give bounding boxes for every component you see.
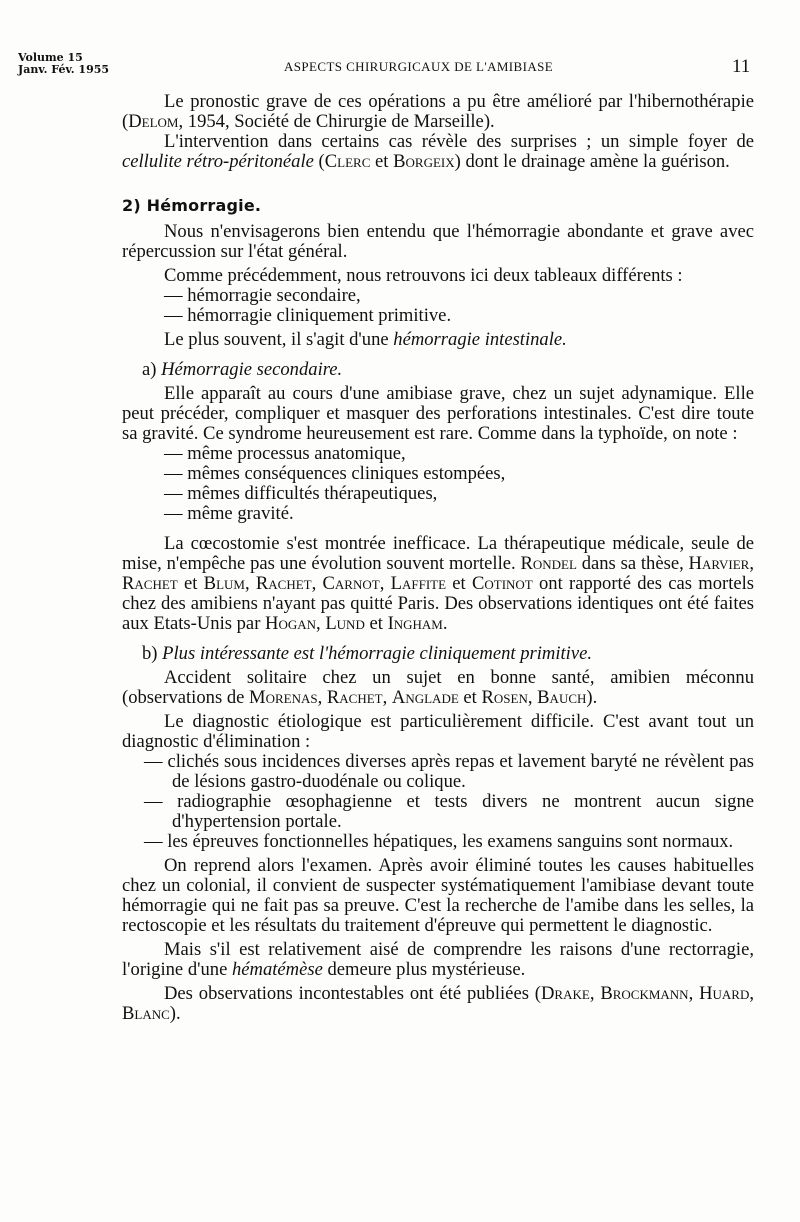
- subsection-heading: b) Plus intéressante est l'hémorragie cliniquement primitive.: [142, 643, 592, 664]
- paragraph: On reprend alors l'examen. Après avoir éliminé toutes les causes habituelles chez un colonial, il convient de suspecter systématiquement l'amibiase devant toute hémorragie qui ne fait pas sa preuve. C'est la recherche de l'amibe dans les selles, la rectoscopie et les résultats du traitement d'épreuve qui permettent le diagnostic.: [122, 855, 754, 936]
- page-body: [122, 92, 754, 1024]
- issue-date: Janv. Fév. 1955: [18, 63, 110, 76]
- paragraph: Des observations incontestables ont été publiées (Drake, Brockmann, Huard, Blanc).: [122, 983, 755, 1024]
- volume-info: [18, 52, 109, 76]
- paragraph: La cœcostomie s'est montrée inefficace. La thérapeutique médicale, seule de mise, n'empêche pas une évolution souvent mortelle. Rondel dans sa thèse, Harvier, Rachet et Blum, Rachet, Carnot, Laffite et Cotinot ont rapporté des cas mortels chez des amibiens n'ayant pas quitté Paris. Des observations identiques ont été faites aux Etats-Unis par Hogan, Lund et Ingham.: [122, 533, 755, 634]
- paragraph: L'intervention dans certains cas révèle des surprises ; un simple foyer de cellulite rétro-péritonéale (Clerc et Borgeix) dont le drainage amène la guérison.: [122, 131, 754, 172]
- list-item: — radiographie œsophagienne et tests divers ne montrent aucun signe d'hypertension portale.: [144, 791, 754, 832]
- paragraph: Mais s'il est relativement aisé de comprendre les raisons d'une rectorragie, l'origine d'une hématémèse demeure plus mystérieuse.: [122, 939, 754, 980]
- author-name: Delom: [128, 111, 179, 132]
- volume-number: Volume 15: [18, 51, 83, 64]
- list-item: — les épreuves fonctionnelles hépatiques, les examens sanguins sont normaux.: [144, 831, 734, 852]
- running-title: ASPECTS CHIRURGICAUX DE L'AMIBIASE: [284, 59, 554, 74]
- paragraph: Elle apparaît au cours d'une amibiase grave, chez un sujet adynamique. Elle peut précéder, compliquer et masquer des perforations intestinales. C'est dire toute sa gravité. Ce syndrome heureusement est rare. Comme dans la typhoïde, on note :: [122, 383, 754, 444]
- list-item: — clichés sous incidences diverses après repas et lavement baryté ne révèlent pas de lésions gastro-duodénale ou colique.: [144, 751, 754, 792]
- list-item: — mêmes conséquences cliniques estompées,: [164, 463, 506, 484]
- list-item: — hémorragie secondaire,: [164, 285, 361, 306]
- list-item: — même processus anatomique,: [164, 443, 406, 464]
- list-item: — même gravité.: [164, 503, 294, 524]
- list-item: — hémorragie cliniquement primitive.: [164, 305, 452, 326]
- list-item: — mêmes difficultés thérapeutiques,: [164, 483, 438, 504]
- subsection-heading: a) Hémorragie secondaire.: [142, 359, 343, 380]
- paragraph: Comme précédemment, nous retrouvons ici deux tableaux différents :: [164, 265, 683, 286]
- page-number: 11: [732, 56, 751, 77]
- paragraph: Le plus souvent, il s'agit d'une hémorragie intestinale.: [164, 329, 567, 350]
- paragraph: Nous n'envisagerons bien entendu que l'hémorragie abondante et grave avec répercussion sur l'état général.: [122, 221, 754, 262]
- page-header: [0, 48, 800, 88]
- paragraph: Le pronostic grave de ces opérations a pu être amélioré par l'hibernothérapie (Delom, 1954, Société de Chirurgie de Marseille).: [122, 91, 754, 132]
- paragraph: Le diagnostic étiologique est particulièrement difficile. C'est avant tout un diagnostic d'élimination :: [122, 711, 754, 752]
- section-heading: 2) Hémorragie.: [122, 196, 262, 215]
- paragraph: Accident solitaire chez un sujet en bonne santé, amibien méconnu (observations de Morenas, Rachet, Anglade et Rosen, Bauch).: [122, 667, 754, 708]
